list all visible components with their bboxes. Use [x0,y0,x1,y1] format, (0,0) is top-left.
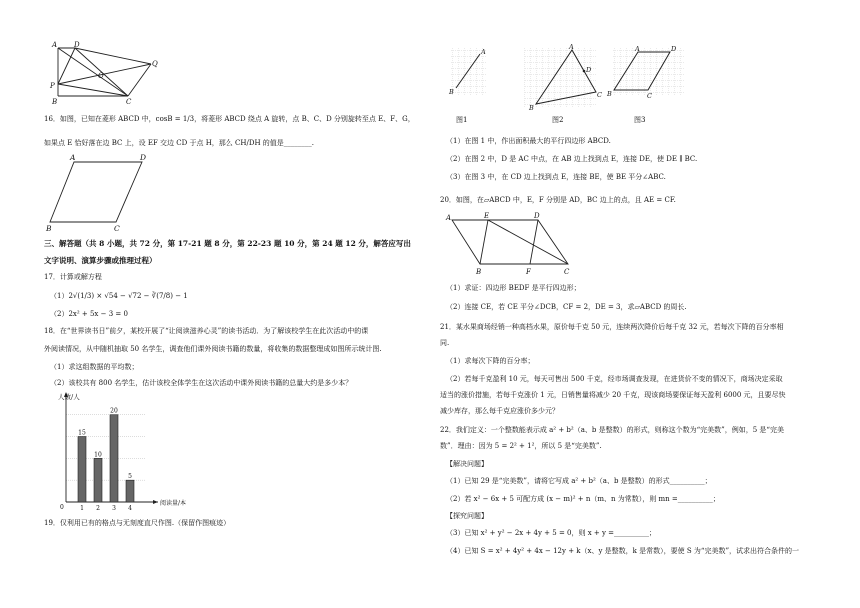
bar-2 [94,458,102,502]
category-tick-label: 3 [112,505,116,512]
q21-part2-b: 适当的涨价措施，若每千克涨价 1 元，日销售量将减少 20 千克，现该商场要保证每天盈利 6000 元，且要尽快 [440,391,786,399]
f3-label-b: B [607,90,612,98]
f2-label-a: A [569,44,574,51]
fig-top-label-q: Q [152,60,158,68]
q20-part1: （1）求证：四边形 BEDF 是平行四边形； [446,284,581,292]
q21-line2: 同. [440,339,450,347]
q20-label-c: C [564,268,570,276]
q22-part2: （2）若 x² − 6x + 5 可配方成 (x − m)² + n（m、n 为常数），则 mn =__________； [446,495,720,503]
q16-line1: 16．如图，已知在菱形 ABCD 中，cosB = 1/3，将菱形 ABCD 绕点 A 旋转，点 B、C、D 分别旋转至点 E、F、G， [44,115,415,123]
fig-top-label-p: P [50,82,55,90]
fig-top-label-o: O [98,72,104,80]
category-tick-label: 1 [80,505,84,512]
category-tick-label: 4 [128,505,132,512]
q21-line1: 21．某水果商场经销一种高档水果，原价每千克 50 元，连续两次降价后每千克 32 元，若每次下降的百分率相 [440,323,784,331]
category-tick-label: 2 [96,505,100,512]
q22-part4: （4）已知 S = x² + 4y² + 4x − 12y + k（x、y 是整数，k 是常数），要使 S 为“完美数”，试求出符合条件的一 [446,547,800,555]
q19-part2: （2）在图 2 中，D 是 AC 中点，在 AB 边上找到点 E，连接 DE，使 DE ∥ BC. [446,155,698,163]
f2-label-c: C [597,91,602,99]
q22-heading-explore: 【探究问题】 [446,512,488,520]
q19-part3: （3）在图 3 中，在 CD 边上找到点 E，连接 BE，使 BE 平分∠ABC. [446,173,666,181]
section3-header-line2: 文字说明、演算步骤或推理过程） [44,256,157,265]
fig-top-label-c: C [126,98,132,106]
fig-top-label-d: D [74,41,80,49]
q20-label-f: F [526,268,531,276]
q17-title: 17．计算或解方程 [44,273,102,281]
x-axis-label: 阅读量/本 [160,500,187,507]
bar-value-label: 15 [78,429,86,437]
q20-title: 20．如图，在▱ABCD 中，E，F 分别是 AD，BC 边上的点，且 AE = CF. [440,196,676,204]
q16-fig-label-c: C [114,224,120,232]
f2-label-b: B [529,104,534,112]
bar-value-label: 5 [128,473,132,481]
q17-part1: （1）2√(1/3) × √54 − √72 − ∛(7/8) − 1 [50,292,188,300]
fig-top-label-a: A [52,41,58,49]
q21-part2-c: 减少库存，那么每千克应涨价多少元？ [440,407,559,415]
bar-3 [110,415,118,502]
q20-part2: （2）连接 CE，若 CE 平分∠DCB，CF = 2，DE = 3，求▱ABCD 的周长. [446,303,687,311]
q19-title: 19．仅利用已有的格点与无刻度直尺作图.（保留作图痕迹） [44,519,231,527]
q19-part1: （1）在图 1 中，作出面积最大的平行四边形 ABCD. [446,137,611,145]
bar-value-label: 10 [94,451,102,459]
q20-label-d: D [534,212,540,220]
origin-label: 0 [60,504,64,511]
bar-4 [126,480,134,502]
q18-line1: 18．在“世界读书日”前夕，某校开展了“让阅读滋养心灵”的读书活动．为了解该校学生在此次活动中的课 [44,327,369,335]
fig3-caption: 图3 [634,116,646,124]
f3-label-d: D [671,45,677,53]
f1-label-a: A [481,48,486,56]
q16-fig-label-d: D [140,153,147,162]
section3-header-line1: 三、解答题（共 8 小题，共 72 分，第 17-21 题 8 分，第 22-23 题 10 分，第 24 题 12 分，解答应写出 [44,239,411,248]
q16-fig-label-a: A [70,153,76,162]
q20-label-a: A [446,214,452,222]
reading-bar-chart [44,390,224,515]
bar-1 [78,437,86,502]
q20-parallelogram-figure [444,210,584,278]
fig1-caption: 图1 [456,116,468,124]
f2-label-d: D [586,66,592,74]
fig-top-label-b: B [52,98,58,106]
q22-part1: （1）已知 29 是“完美数”，请将它写成 a² + b²（a、b 是整数）的形式__________； [446,477,712,485]
f3-label-c: C [647,92,652,100]
fig2-caption: 图2 [552,116,564,124]
figure-rhombus-rotation [44,40,169,110]
q18-part1: （1）求这组数据的平均数； [50,363,139,371]
q18-line2: 外阅读情况，从中随机抽取 50 名学生，调查他们课外阅读书籍的数量，将收集的数据整理成如图所示统计图. [44,345,382,353]
q21-part2-a: （2）若每千克盈利 10 元，每天可售出 500 千克，经市场调查发现，在进货价不变的情况下，商场决定采取 [446,375,783,383]
q20-label-b: B [476,268,482,276]
q22-line1: 22．我们定义：一个整数能表示成 a² + b²（a、b 是整数）的形式，则称这个数为“完美数”，例如，5 是“完美 [440,426,785,434]
x-axis-arrow [153,500,158,504]
q17-part2: （2）2x² + 5x − 3 = 0 [50,310,128,318]
figure-rhombus-abcd [44,152,154,232]
q22-line2: 数”．理由：因为 5 = 2² + 1²，所以 5 是“完美数”. [440,442,602,450]
f1-label-b: B [449,88,454,96]
y-axis-label: 人数/人 [58,393,80,401]
q19-grid-figures [440,44,690,126]
f3-label-a: A [635,45,640,53]
q16-fig-label-b: B [46,224,52,232]
q18-part2: （2）该校共有 800 名学生，估计该校全体学生在这次活动中课外阅读书籍的总量大约是多少本？ [50,379,353,387]
q16-line2: 如果点 E 恰好落在边 BC 上，设 EF 交边 CD 于点 H，那么 CH/DH 的值是________. [44,139,315,147]
bar-value-label: 20 [110,407,118,415]
q20-label-e: E [484,212,490,220]
q21-part1: （1）求每次下降的百分率； [446,357,535,365]
q22-part3: （3）已知 x² + y² − 2x + 4y + 5 = 0，则 x + y =__________； [446,529,657,537]
q22-heading-solve: 【解决问题】 [446,460,488,468]
